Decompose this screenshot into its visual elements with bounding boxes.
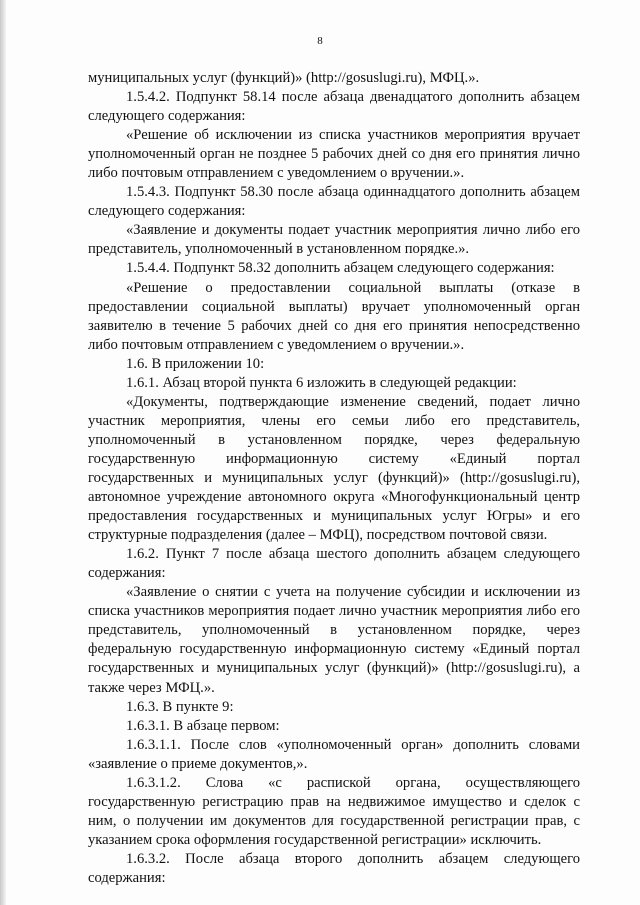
paragraph: муниципальных услуг (функций)» (http://gosuslugi.ru), МФЦ.».: [88, 70, 480, 86]
paragraph: 1.6.3.1.1. После слов «уполномоченный орган» дополнить словами «заявление о приеме документов,».: [88, 736, 580, 772]
paragraph: 1.6.1. Абзац второй пункта 6 изложить в следующей редакции:: [126, 374, 517, 391]
paragraph: «Заявление и документы подает участник мероприятия лично либо его представитель, уполномоченный в установленном порядке.».: [88, 222, 580, 258]
paragraph: 1.6.3.2. После абзаца второго дополнить абзацем следующего содержания:: [88, 850, 580, 886]
paragraph: «Заявление о снятии с учета на получение субсидии и исключении из списка участников мероприятия подает лично участник мероприятия либо его представитель, уполномоченный в установленном порядке, через федеральную государственную информационную систему «Единый портал государственных и муниципальных услуг (функций)» (http://gosuslugi.ru), а также через МФЦ.».: [88, 584, 580, 696]
paragraph: 1.6.3.1.2. Слова «с распиской органа, осуществляющего государственную регистрацию прав на недвижимое имущество и сделок с ним, о получении им документов для государственной регистрации прав, с указанием срока оформления государственной регистрации» исключить.: [88, 774, 580, 848]
paragraph: 1.6.3.1. В абзаце первом:: [126, 717, 280, 734]
paragraph: 1.5.4.2. Подпункт 58.14 после абзаца двенадцатого дополнить абзацем следующего содержания:: [88, 89, 580, 125]
page-number: 8: [317, 35, 323, 47]
paragraph: «Решение об исключении из списка участников мероприятия вручает уполномоченный орган не позднее 5 рабочих дней со дня его принятия лично либо почтовым отправлением с уведомлением о вручении.».: [88, 127, 580, 182]
paragraph: «Документы, подтверждающие изменение сведений, подает лично участник мероприятия, члены его семьи либо его представитель, уполномоченный в установленном порядке, через федеральную государственную информационную систему «Единый портал государственных и муниципальных услуг (функций)» (http://gosuslugi.ru), автономное учреждение автономного округа «Многофункциональный центр предоставления государственных и муниципальных услуг Югры» и его структурные подразделения (далее – МФЦ), посредством почтовой связи.: [88, 393, 580, 544]
document-body: [88, 69, 580, 888]
paragraph: 1.6.2. Пункт 7 после абзаца шестого дополнить абзацем следующего содержания:: [88, 546, 580, 582]
paragraph: «Решение о предоставлении социальной выплаты (отказе в предоставлении социальной выплаты) вручает уполномоченный орган заявителю в течение 5 рабочих дней со дня его принятия непосредственно либо почтовым отправлением с уведомлением о вручении.».: [88, 279, 580, 353]
paragraph: 1.5.4.3. Подпункт 58.30 после абзаца одиннадцатого дополнить абзацем следующего содержания:: [88, 184, 580, 220]
scan-edge: [0, 0, 6, 905]
paragraph: 1.6.3. В пункте 9:: [126, 698, 234, 715]
paragraph: 1.5.4.4. Подпункт 58.32 дополнить абзацем следующего содержания:: [126, 260, 555, 277]
paragraph: 1.6. В приложении 10:: [126, 355, 265, 372]
